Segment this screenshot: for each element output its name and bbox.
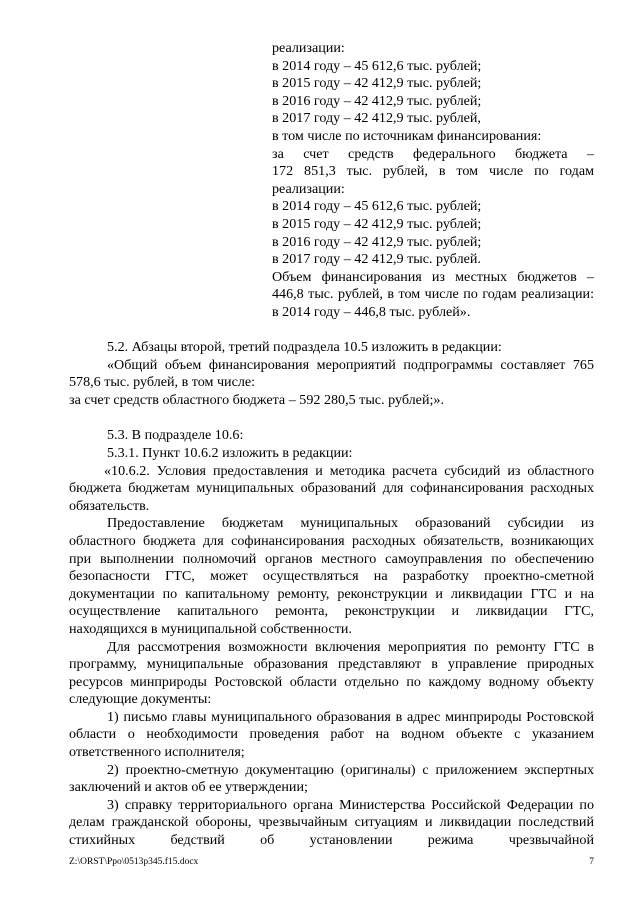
text-line: 446,8 тыс. рублей, в том числе по годам реализации: bbox=[272, 286, 594, 303]
budget-table-right-column bbox=[272, 40, 594, 322]
text-line: в 2014 году – 45 612,6 тыс. рублей; bbox=[272, 57, 482, 74]
text-line: в 2014 году – 45 612,6 тыс. рублей; bbox=[272, 198, 482, 215]
paragraph: Для рассмотрения возможности включения мероприятия по ремонту ГТС в программу, муниципальные образования представляют в управление природных ресурсов минприроды Ростовской области отдельно по каждому водному объекту следующие документы: bbox=[69, 638, 594, 708]
text-line: в 2017 году – 42 412,9 тыс. рублей, bbox=[272, 110, 481, 127]
page-number: 7 bbox=[589, 857, 594, 867]
footer-file-path: Z:\ORST\Ppo\0513p345.f15.docx bbox=[69, 857, 199, 867]
text-line: 172 851,3 тыс. рублей, в том числе по годам bbox=[272, 163, 594, 180]
paragraph: Предоставление бюджетам муниципальных образований субсидии из областного бюджета для софинансирования расходных обязательств, возникающих при выполнении полномочий органов местного самоуправления по обеспечению безопасности ГТС, может осуществляться на разработку проектно-сметной документации по капитальному ремонту, реконструкции и ликвидации ГТС и на осуществление капитального ремонта, реконструкции и ликвидации ГТС, находящихся в муниципальной собственности. bbox=[69, 515, 594, 637]
text-line: в 2015 году – 42 412,9 тыс. рублей; bbox=[272, 75, 482, 92]
text-line: реализации: bbox=[272, 40, 345, 56]
text-line: в 2014 году – 446,8 тыс. рублей». bbox=[272, 303, 471, 320]
paragraph: за счет средств областного бюджета – 592 280,5 тыс. рублей;». bbox=[69, 391, 444, 408]
document-body bbox=[69, 339, 594, 850]
text-line: за счет средств федерального бюджета – bbox=[272, 145, 594, 162]
text-line: реализации: bbox=[272, 180, 345, 197]
paragraph: 3) справку территориального органа Министерства Российской Федерации по делам гражданской обороны, чрезвычайным ситуациям и ликвидации последствий стихийных бедствий об установлении режима чрезвычайной bbox=[69, 796, 594, 849]
text-line: в 2015 году – 42 412,9 тыс. рублей; bbox=[272, 215, 482, 232]
paragraph: «10.6.2. Условия предоставления и методика расчета субсидий из областного бюджета бюджетам муниципальных образований для софинансирования расходных обязательств. bbox=[69, 462, 594, 514]
text-line: в 2016 году – 42 412,9 тыс. рублей; bbox=[272, 233, 482, 250]
paragraph: 1) письмо главы муниципального образования в адрес минприроды Ростовской области о необходимости проведения работ на водном объекте с указанием ответственного исполнителя; bbox=[69, 708, 594, 761]
text-line: в том числе по источникам финансирования: bbox=[272, 127, 542, 144]
text-line: в 2016 году – 42 412,9 тыс. рублей; bbox=[272, 92, 482, 109]
paragraph: 2) проектно-сметную документацию (оригиналы) с приложением экспертных заключений и актов об ее утверждении; bbox=[69, 761, 594, 796]
text-line: Объем финансирования из местных бюджетов – bbox=[272, 268, 594, 285]
paragraph: «Общий объем финансирования мероприятий подпрограммы составляет 765 578,6 тыс. рублей, в том числе: bbox=[69, 356, 594, 391]
paragraph: 5.2. Абзацы второй, третий подраздела 10.5 изложить в редакции: bbox=[107, 339, 502, 355]
paragraph: 5.3.1. Пункт 10.6.2 изложить в редакции: bbox=[107, 444, 353, 461]
text-line: в 2017 году – 42 412,9 тыс. рублей. bbox=[272, 251, 481, 268]
paragraph: 5.3. В подразделе 10.6: bbox=[107, 427, 244, 444]
spacer bbox=[69, 409, 594, 427]
